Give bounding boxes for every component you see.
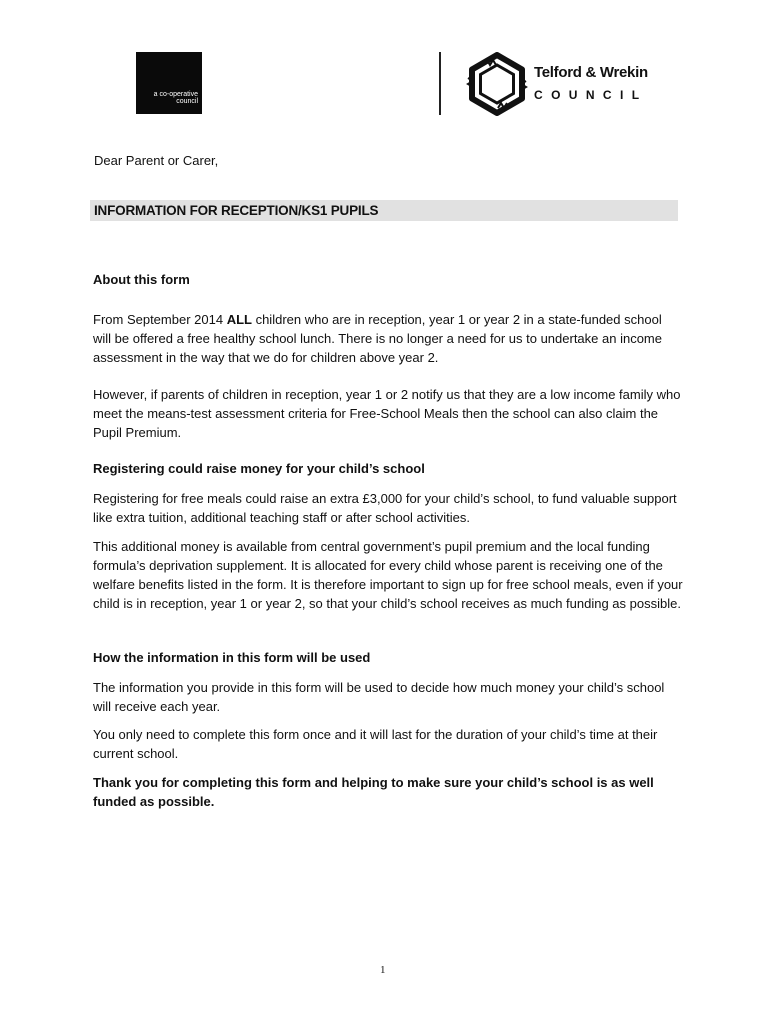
co-operative-council-logo — [136, 52, 202, 114]
about-p1-before: From September 2014 — [93, 312, 227, 327]
about-p1-bold: ALL — [226, 312, 252, 327]
section-banner — [90, 200, 678, 221]
page-number: 1 — [380, 964, 386, 976]
salutation: Dear Parent or Carer, — [94, 153, 219, 168]
registering-paragraph-2: This additional money is available from central government’s pupil premium and the local funding formula’s deprivation supplement. It is allocated for every child whose parent is receiving one of the welfare benefits listed in the form. It is therefore important to sign up for free school meals, even if your child is in reception, year 1 or year 2, so that your child’s school receives as much funding as possible. — [93, 539, 683, 611]
thank-you-note: Thank you for completing this form and helping to make sure your child’s school is as well funded as possible. — [93, 775, 654, 809]
logo-divider — [439, 52, 441, 115]
about-heading: About this form — [93, 272, 190, 287]
about-paragraph-1 — [93, 310, 683, 367]
about-p1-after: children who are in reception, year 1 or year 2 in a state-funded school will be offered a free healthy school lunch. There is no longer a need for us to undertake an income assessment in the way that we do for children above year 2. — [93, 312, 662, 365]
usage-paragraph-1: The information you provide in this form will be used to decide how much money your child’s school will receive each year. — [93, 680, 665, 714]
registering-paragraph-1: Registering for free meals could raise an extra £3,000 for your child’s school, to fund valuable support like extra tuition, additional teaching staff or after school activities. — [93, 491, 677, 525]
usage-paragraph-2: You only need to complete this form once and it will last for the duration of your child’s time at their current school. — [93, 727, 658, 761]
coop-logo-line2: council — [176, 98, 198, 105]
coop-logo-line1: a co-operative — [153, 91, 198, 98]
council-name: Telford & Wrekin — [534, 64, 648, 81]
council-subtitle: COUNCIL — [534, 88, 648, 102]
registering-heading: Registering could raise money for your child’s school — [93, 461, 425, 476]
about-paragraph-2: However, if parents of children in reception, year 1 or 2 notify us that they are a low income family who meet the means-test assessment criteria for Free-School Meals then the school can also claim the Pupil Premium. — [93, 387, 681, 440]
usage-heading: How the information in this form will be used — [93, 650, 371, 665]
telford-wrekin-emblem-icon — [465, 52, 529, 116]
banner-title: INFORMATION FOR RECEPTION/KS1 PUPILS — [94, 203, 379, 218]
